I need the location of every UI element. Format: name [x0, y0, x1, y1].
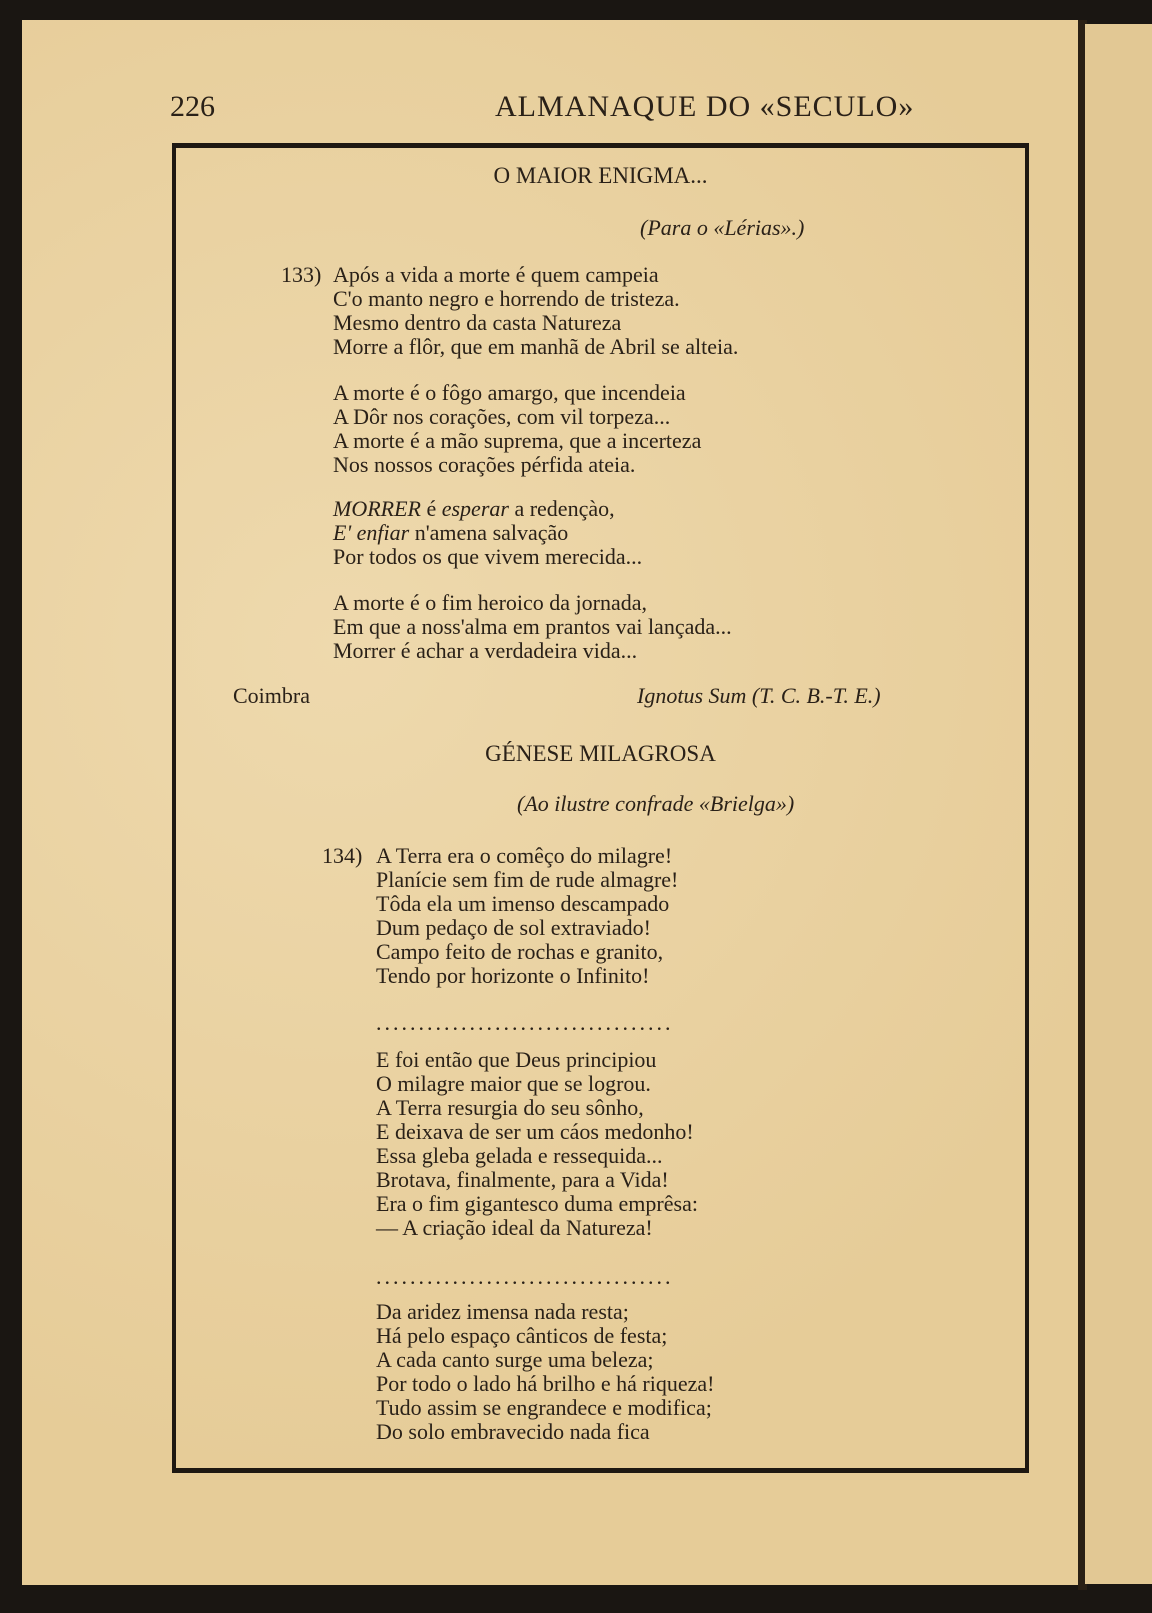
page-number: 226 [170, 90, 215, 123]
separator-dots: ................................... [376, 1264, 674, 1289]
separator-dots: ................................... [376, 1010, 674, 1035]
poem-number: 134) [322, 843, 363, 868]
poem-title: GÉNESE MILAGROSA [485, 741, 716, 766]
stanza: A Terra era o comêço do milagre! Planície sem fim de rude almagre! Tôda ela um imenso descampado Dum pedaço de sol extraviado! Campo feito de rochas e granito, Tendo por horizonte o Infinito! [376, 843, 679, 988]
poem-place: Coimbra [233, 683, 310, 708]
poem-dedication: (Para o «Lérias».) [640, 215, 805, 240]
poem-title: O MAIOR ENIGMA... [493, 163, 708, 188]
poem-number: 133) [281, 262, 322, 287]
poem-signature: Ignotus Sum (T. C. B.-T. E.) [637, 683, 881, 708]
poem-dedication: (Ao ilustre confrade «Brielga») [517, 791, 795, 816]
stanza: A morte é o fim heroico da jornada, Em que a noss'alma em prantos vai lançada... Morrer é achar a verdadeira vida... [333, 590, 732, 663]
stanza: E foi então que Deus principiou O milagre maior que se logrou. A Terra resurgia do seu sônho, E deixava de ser um cáos medonho! Essa gleba gelada e ressequida... Brotava, finalmente, para a Vida! Era o fim gigantesco duma emprêsa: — A criação ideal da Natureza! [376, 1047, 698, 1240]
stanza: A morte é o fôgo amargo, que incendeia A Dôr nos corações, com vil torpeza... A morte é a mão suprema, que a incerteza Nos nossos corações pérfida ateia. [333, 380, 702, 477]
stanza: Da aridez imensa nada resta; Há pelo espaço cânticos de festa; A cada canto surge uma beleza; Por todo o lado há brilho e há riqueza! Tudo assim se engrandece e modifica; Do solo embravecido nada fica [376, 1299, 715, 1444]
facing-page-edge [1085, 24, 1152, 1584]
stanza: Após a vida a morte é quem campeia C'o manto negro e horrendo de tristeza. Mesmo dentro da casta Natureza Morre a flôr, que em manhã de Abril se alteia. [333, 262, 739, 359]
running-title: ALMANAQUE DO «SECULO» [495, 90, 915, 123]
stanza: MORRER é esperar a redençào, E' enfiar n'amena salvação Por todos os que vivem merecida... [333, 496, 643, 569]
